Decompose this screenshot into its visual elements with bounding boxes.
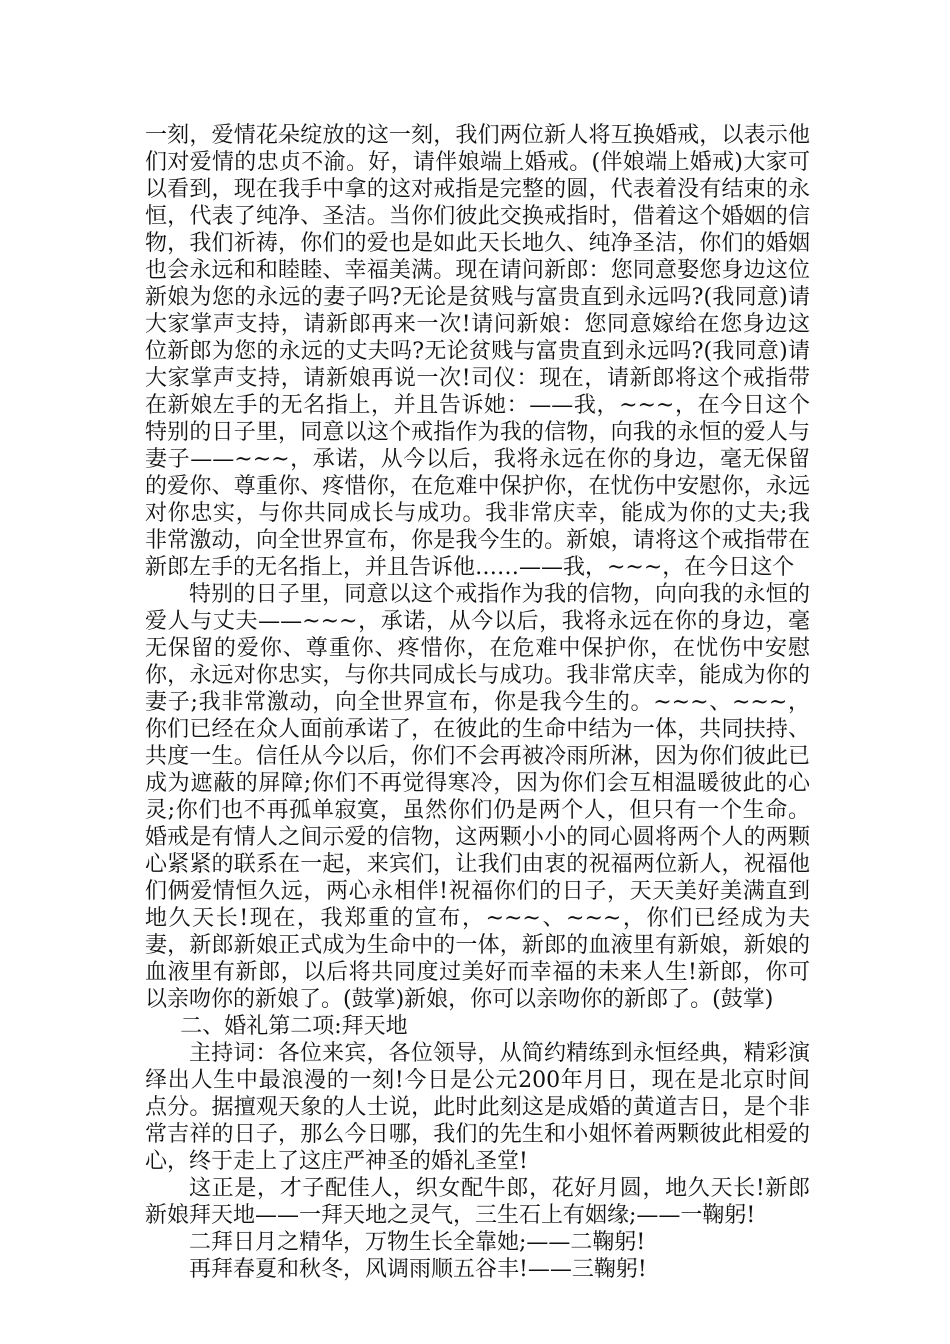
paragraph-third-bow: 再拜春夏和秋冬，风调雨顺五谷丰!——三鞠躬! bbox=[189, 1257, 647, 1282]
paragraph-first-bow: 这正是，才子配佳人，织女配牛郎，花好月圆，地久天长!新郎新娘拜天地——一拜天地之灵气，三生石上有姻缘;——一鞠躬! bbox=[145, 1176, 810, 1228]
document-body bbox=[145, 122, 810, 1283]
section-heading-second-item: 二、婚礼第二项:拜天地 bbox=[180, 1014, 408, 1039]
paragraph-host-speech: 主持词：各位来宾，各位领导，从简约精练到永恒经典，精彩演绎出人生中最浪漫的一刻!今日是公元200年月日，现在是北京时间点分。据擅观天象的人士说，此时此刻这是成婚的黄道吉日，是个非常吉祥的日子，那么今日哪，我们的先生和小姐怀着两颗彼此相爱的心，终于走上了这庄严神圣的婚礼圣堂! bbox=[145, 1041, 810, 1174]
paragraph-second-bow: 二拜日月之精华，万物生长全靠她;——二鞠躬! bbox=[189, 1230, 646, 1255]
paragraph-ring-vow-continued: 特别的日子里，同意以这个戒指作为我的信物，向向我的永恒的爱人与丈夫——~~~，承诺，从今以后，我将永远在你的身边，毫无保留的爱你、尊重你、疼惜你，在危难中保护你，在忧伤中安慰你，永远对你忠实，与你共同成长与成功。我非常庆幸，能成为你的妻子;我非常激动，向全世界宣布，你是我今生的。~~~、~~~，你们已经在众人面前承诺了，在彼此的生命中结为一体，共同扶持、共度一生。信任从今以后，你们不会再被冷雨所淋，因为你们彼此已成为遮蔽的屏障;你们不再觉得寒冷，因为你们会互相温暖彼此的心灵;你们也不再孤单寂寞，虽然你们仍是两个人，但只有一个生命。婚戒是有情人之间示爱的信物，这两颗小小的同心圆将两个人的两颗心紧紧的联系在一起，来宾们，让我们由衷的祝福两位新人，祝福他们俩爱情恒久远，两心永相伴!祝福你们的日子，天天美好美满直到地久天长!现在，我郑重的宣布，~~~、~~~，你们已经成为夫妻，新郎新娘正式成为生命中的一体，新郎的血液里有新娘，新娘的血液里有新郎，以后将共同度过美好而幸福的未来人生!新郎，你可以亲吻你的新娘了。(鼓掌)新娘，你可以亲吻你的新郎了。(鼓掌) bbox=[145, 582, 810, 1012]
paragraph-ring-exchange: 一刻，爱情花朵绽放的这一刻，我们两位新人将互换婚戒，以表示他们对爱情的忠贞不渝。好，请伴娘端上婚戒。(伴娘端上婚戒)大家可以看到，现在我手中拿的这对戒指是完整的圆，代表着没有结束的永恒，代表了纯净、圣洁。当你们彼此交换戒指时，借着这个婚姻的信物，我们祈祷，你们的爱也是如此天长地久、纯净圣洁，你们的婚姻也会永远和和睦睦、幸福美满。现在请问新郎：您同意娶您身边这位新娘为您的永远的妻子吗?无论是贫贱与富贵直到永远吗?(我同意)请大家掌声支持，请新郎再来一次!请问新娘：您同意嫁给在您身边这位新郎为您的永远的丈夫吗?无论贫贱与富贵直到永远吗?(我同意)请大家掌声支持，请新娘再说一次!司仪：现在，请新郎将这个戒指带在新娘左手的无名指上，并且告诉她：——我，~~~，在今日这个特别的日子里，同意以这个戒指作为我的信物，向我的永恒的爱人与妻子——~~~，承诺，从今以后，我将永远在你的身边，毫无保留的爱你、尊重你、疼惜你，在危难中保护你，在忧伤中安慰你，永远对你忠实，与你共同成长与成功。我非常庆幸，能成为你的丈夫;我非常激动，向全世界宣布，你是我今生的。新娘，请将这个戒指带在新郎左手的无名指上，并且告诉他……——我，~~~，在今日这个 bbox=[145, 123, 810, 580]
